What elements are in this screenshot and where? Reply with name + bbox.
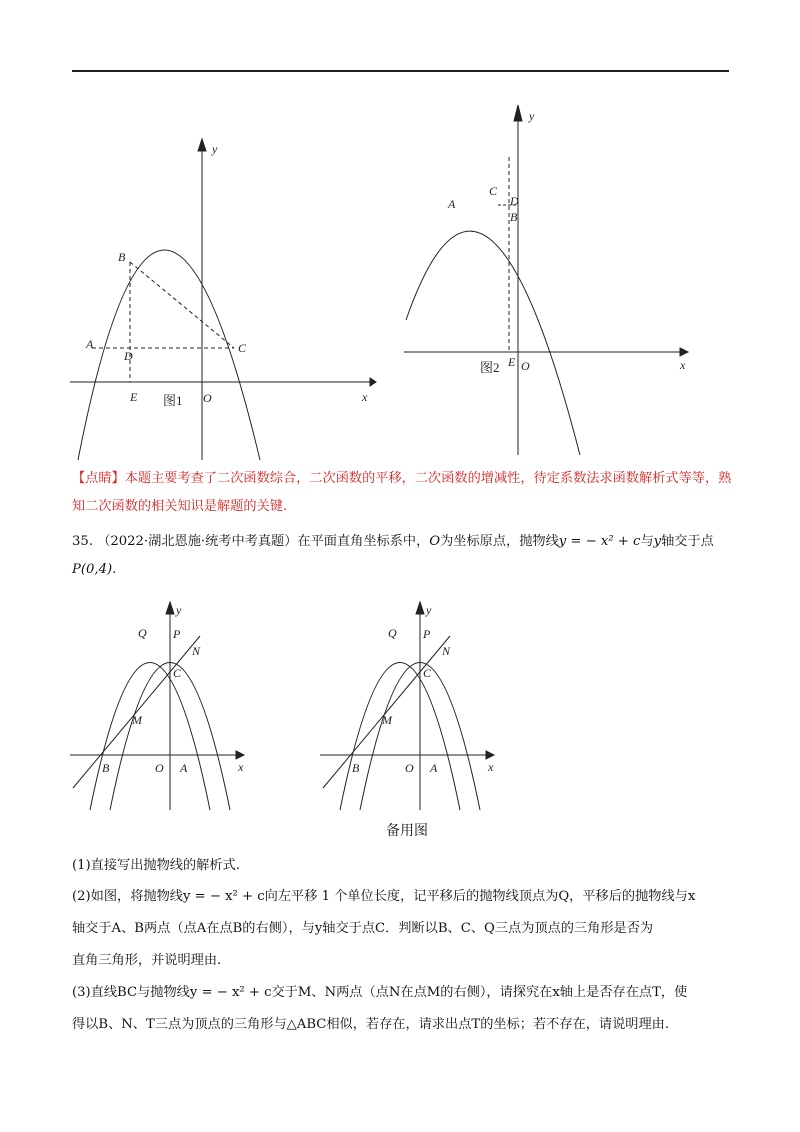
question-3-line1: (3)直线BC与抛物线y = − x² + c交于M、N两点（点N在点M的右侧），请探究在x轴上是否存在点T，使 xyxy=(72,985,688,1000)
y-symbol: y xyxy=(653,534,662,549)
x-axis-arrow xyxy=(680,348,688,356)
label-c: C xyxy=(173,666,182,680)
origin-symbol: O xyxy=(429,534,441,549)
question-2-line1: (2)如图，将抛物线y = − x² + c向左平移 1 个单位长度，记平移后的抛物线顶点为Q，平移后的抛物线与x xyxy=(72,889,696,904)
y-axis-arrow xyxy=(514,105,522,121)
stem-text: 为坐标原点，抛物线 xyxy=(440,534,559,549)
problem-number: 35. xyxy=(72,534,93,549)
label-p: P xyxy=(173,627,181,641)
question-1: (1)直接写出抛物线的解析式. xyxy=(72,858,240,873)
figure2-caption: 图2 xyxy=(480,360,500,375)
note-tag: 【点睛】 xyxy=(72,471,125,486)
question-2-line3: 直角三角形，并说明理由. xyxy=(72,953,222,968)
y-axis-arrow xyxy=(416,602,424,614)
y-axis-arrow xyxy=(166,602,174,614)
label-x: x xyxy=(362,390,368,404)
label-a: A xyxy=(448,197,456,211)
label-e: E xyxy=(508,355,516,369)
note-paragraph xyxy=(72,465,732,521)
label-y: y xyxy=(426,603,432,617)
stem-text: 轴交于点 xyxy=(661,534,714,549)
label-o: O xyxy=(405,761,414,775)
label-b: B xyxy=(510,210,518,224)
segment-bc xyxy=(130,262,234,348)
question-2-line2: 轴交于A、B两点（点A在点B的右侧），与y轴交于点C．判断以B、C、Q三点为顶点的三角形是否为 xyxy=(72,921,654,936)
label-p: P xyxy=(423,627,431,641)
label-d: D xyxy=(510,194,519,208)
label-d: D xyxy=(124,349,133,363)
figure-3 xyxy=(70,600,260,815)
figure-2 xyxy=(400,95,700,460)
problem-source: （2022·湖北恩施·统考中考真题） xyxy=(97,534,298,549)
label-a: A xyxy=(430,761,438,775)
note-text: 本题主要考查了二次函数综合，二次函数的平移，二次函数的增减性，待定系数法求函数解析式等等，熟知二次函数的相关知识是解题的关键. xyxy=(72,471,732,514)
label-y: y xyxy=(212,142,218,156)
label-n: N xyxy=(442,644,451,658)
stem-text: 与 xyxy=(640,534,654,549)
label-o: O xyxy=(521,359,530,373)
figure-1 xyxy=(70,135,380,465)
label-x: x xyxy=(680,358,686,372)
figure-4 xyxy=(320,600,510,815)
label-c: C xyxy=(238,341,247,355)
label-b: B xyxy=(352,761,360,775)
x-axis-arrow xyxy=(236,751,244,759)
point-p: P(0,4). xyxy=(72,562,117,577)
label-m: M xyxy=(382,713,392,727)
y-axis-arrow xyxy=(198,139,206,151)
label-x: x xyxy=(238,760,244,774)
label-y: y xyxy=(529,109,535,123)
label-c: C xyxy=(489,184,498,198)
label-a: A xyxy=(86,337,94,351)
label-o: O xyxy=(155,761,164,775)
problem-stem xyxy=(72,528,732,584)
figure1-caption: 图1 xyxy=(163,393,183,408)
parabola-shifted xyxy=(90,663,210,811)
label-b: B xyxy=(118,250,126,264)
question-3-line2: 得以B、N、T三点为顶点的三角形与△ABC相似，若存在，请求出点T的坐标；若不存在，请说明理由. xyxy=(72,1017,670,1032)
label-c: C xyxy=(423,666,432,680)
label-b: B xyxy=(102,761,110,775)
parabola xyxy=(406,231,580,455)
label-x: x xyxy=(488,760,494,774)
label-a: A xyxy=(180,761,188,775)
label-n: N xyxy=(192,644,201,658)
label-q: Q xyxy=(388,626,397,640)
header-rule xyxy=(72,70,729,72)
label-e: E xyxy=(130,390,138,404)
figure4-caption: 备用图 xyxy=(386,823,428,839)
x-axis-arrow xyxy=(370,378,376,386)
label-m: M xyxy=(132,713,142,727)
parabola-shifted xyxy=(340,663,460,811)
label-q: Q xyxy=(138,626,147,640)
parabola-formula: y = − x² + c xyxy=(558,534,641,549)
label-y: y xyxy=(176,603,182,617)
x-axis-arrow xyxy=(486,751,494,759)
stem-text: 在平面直角坐标系中， xyxy=(297,534,430,549)
label-o: O xyxy=(203,391,212,405)
parabola xyxy=(78,250,260,460)
